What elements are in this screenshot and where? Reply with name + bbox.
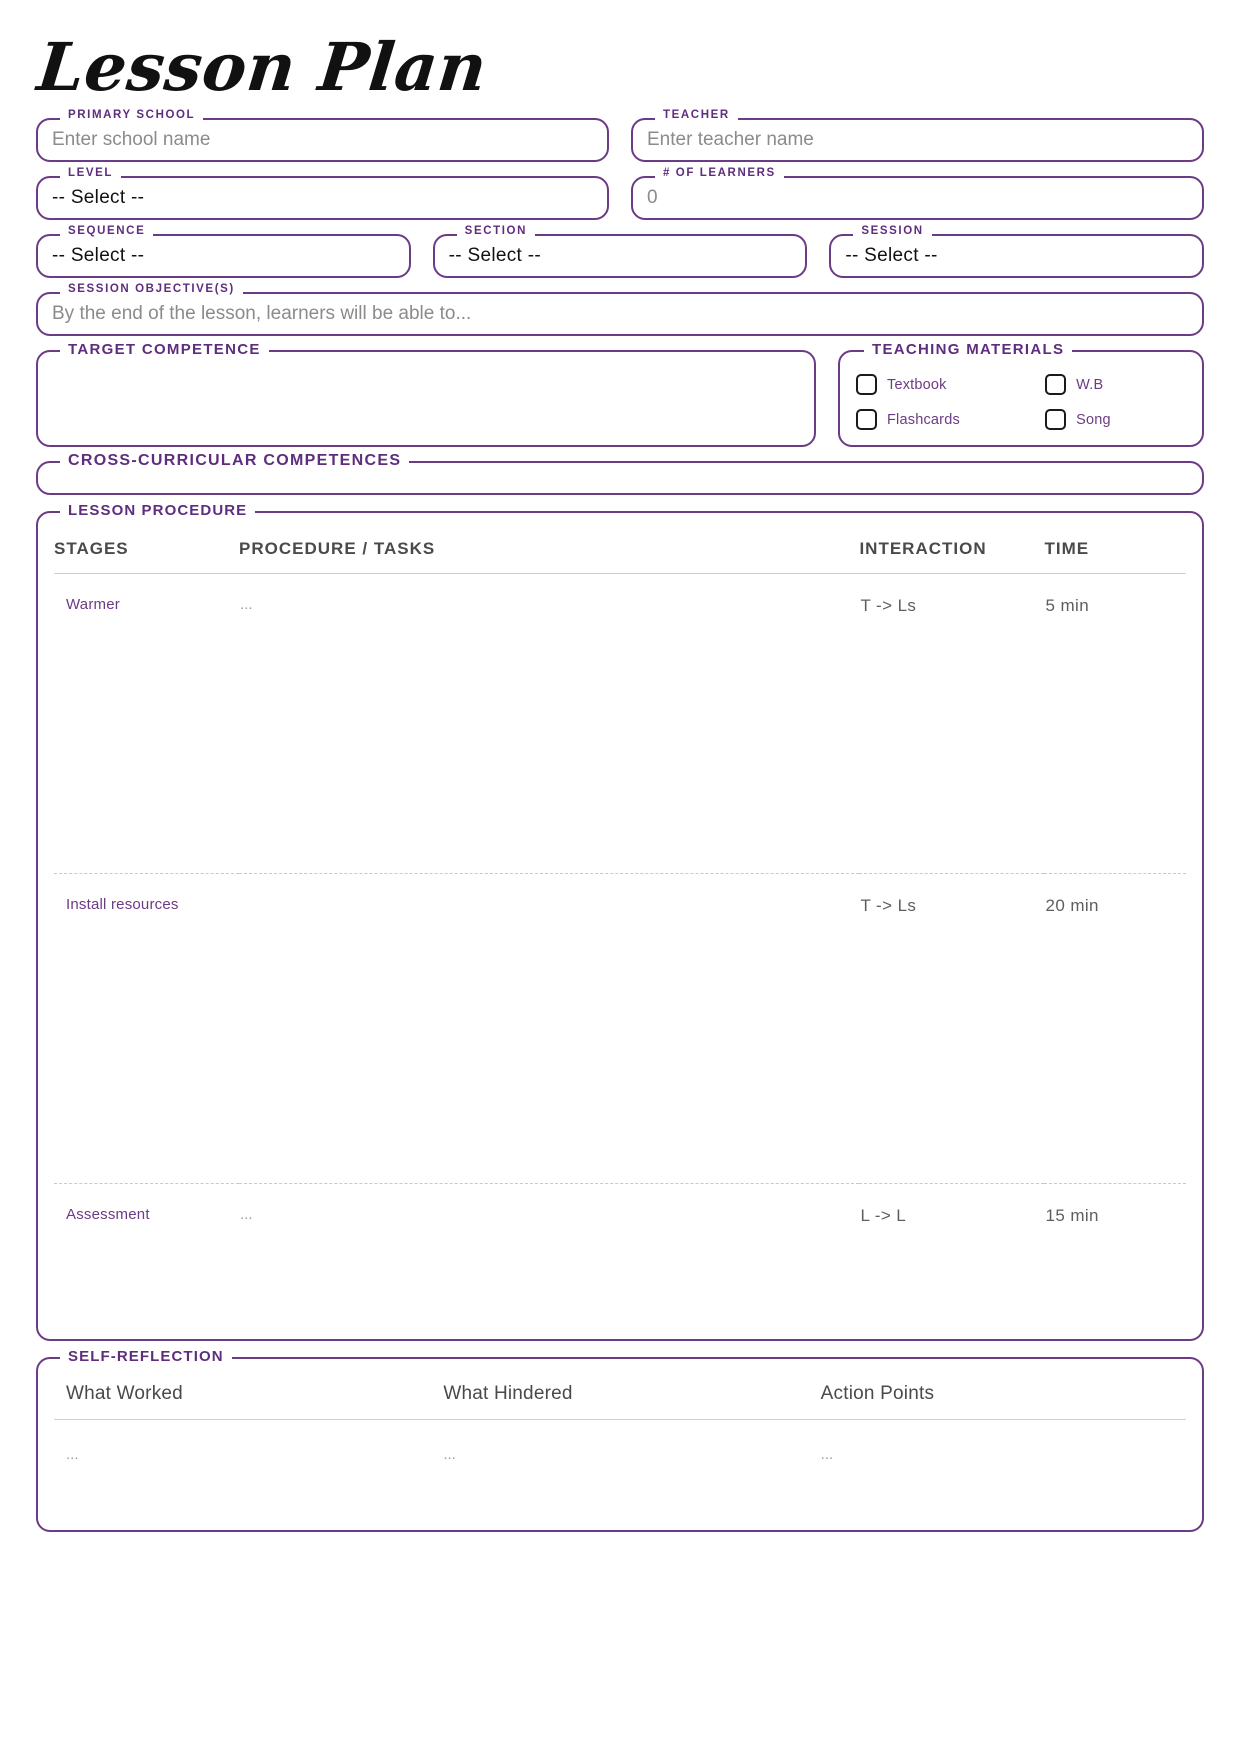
field-sequence[interactable] [36,225,411,278]
row-time-assessment[interactable]: 15 min [1045,1206,1099,1225]
row-sequence-section-session [36,225,1204,278]
field-cross-curricular[interactable] [36,452,1204,495]
column-header-what-worked: What Worked [54,1381,431,1420]
section-value: -- Select -- [448,245,541,266]
checkbox-label-flashcards: Flashcards [887,411,960,428]
checkbox-wb-icon[interactable] [1045,374,1066,395]
label-learners: # OF LEARNERS [655,168,784,180]
lesson-procedure-table [54,535,1186,1274]
table-header-row [54,535,1186,574]
label-cross-curricular: CROSS-CURRICULAR COMPETENCES [60,453,409,469]
reflection-action-points-input[interactable]: ... [820,1446,834,1463]
level-value: -- Select -- [52,187,145,208]
target-competence-input[interactable] [38,352,814,445]
teaching-materials-grid [840,352,1202,430]
section-select[interactable] [435,236,806,276]
field-target-competence[interactable] [36,341,816,447]
row-interaction-assessment[interactable]: L -> L [860,1206,907,1225]
label-session-objectives: SESSION OBJECTIVE(S) [60,284,243,296]
table-row[interactable] [54,574,1186,874]
label-primary-school: PRIMARY SCHOOL [60,110,203,122]
row-time-warmer[interactable]: 5 min [1045,596,1090,615]
row-stage-warmer: Warmer [66,596,120,613]
label-level: LEVEL [60,168,121,180]
column-header-what-hindered: What Hindered [431,1381,808,1420]
label-teaching-materials: TEACHING MATERIALS [864,342,1072,357]
label-section: SECTION [457,226,535,238]
row-task-install-resources[interactable] [239,874,859,1184]
page-title: Lesson Plan [33,28,491,106]
label-teacher: TEACHER [655,110,738,122]
checkbox-row-textbook[interactable] [856,374,1035,395]
row-task-warmer[interactable]: ... [240,596,253,613]
teacher-placeholder: Enter teacher name [647,129,814,150]
field-primary-school[interactable] [36,109,609,162]
sequence-select[interactable] [38,236,409,276]
field-level[interactable] [36,167,609,220]
panel-teaching-materials [838,341,1204,447]
table-row[interactable] [54,1184,1186,1274]
column-header-action-points: Action Points [809,1381,1186,1420]
row-school-teacher [36,109,1204,162]
row-session-objectives [36,283,1204,336]
field-session-objectives[interactable] [36,283,1204,336]
reflection-row[interactable] [54,1420,1186,1464]
primary-school-placeholder: Enter school name [52,129,211,150]
label-sequence: SEQUENCE [60,226,153,238]
panel-self-reflection [36,1348,1204,1532]
label-lesson-procedure: LESSON PROCEDURE [60,503,255,518]
label-session: SESSION [853,226,931,238]
session-objectives-placeholder: By the end of the lesson, learners will be able to... [52,303,472,324]
sequence-value: -- Select -- [52,245,145,266]
field-section[interactable] [433,225,808,278]
checkbox-flashcards-icon[interactable] [856,409,877,430]
row-time-install-resources[interactable]: 20 min [1045,896,1099,915]
learners-value: 0 [647,187,658,208]
column-header-stages: STAGES [54,535,239,574]
row-competence-materials [36,341,1204,447]
level-select[interactable] [38,178,607,218]
label-target-competence: TARGET COMPETENCE [60,342,269,357]
row-interaction-warmer[interactable]: T -> Ls [860,596,917,615]
checkbox-textbook-icon[interactable] [856,374,877,395]
checkbox-row-wb[interactable] [1045,374,1186,395]
column-header-tasks: PROCEDURE / TASKS [239,535,859,574]
session-objectives-input[interactable] [38,294,1202,334]
column-header-interaction: INTERACTION [859,535,1044,574]
self-reflection-table [54,1381,1186,1463]
teacher-input[interactable] [633,120,1202,160]
row-stage-assessment: Assessment [66,1206,150,1223]
primary-school-input[interactable] [38,120,607,160]
checkbox-row-song[interactable] [1045,409,1186,430]
session-value: -- Select -- [845,245,938,266]
reflection-what-worked-input[interactable]: ... [66,1446,79,1463]
checkbox-label-song: Song [1076,411,1111,428]
field-teacher[interactable] [631,109,1204,162]
field-session[interactable] [829,225,1204,278]
panel-lesson-procedure [36,502,1204,1341]
row-task-assessment[interactable]: ... [240,1206,253,1223]
row-level-learners [36,167,1204,220]
table-row[interactable] [54,874,1186,1184]
checkbox-label-textbook: Textbook [887,376,947,393]
label-self-reflection: SELF-REFLECTION [60,1349,232,1364]
learners-input[interactable] [633,178,1202,218]
row-stage-install-resources: Install resources [66,896,179,913]
reflection-what-hindered-input[interactable]: ... [443,1446,456,1463]
checkbox-song-icon[interactable] [1045,409,1066,430]
checkbox-row-flashcards[interactable] [856,409,1035,430]
field-learners[interactable] [631,167,1204,220]
reflection-header-row [54,1381,1186,1420]
column-header-time: TIME [1044,535,1186,574]
session-select[interactable] [831,236,1202,276]
row-interaction-install-resources[interactable]: T -> Ls [860,896,917,915]
checkbox-label-wb: W.B [1076,376,1104,393]
